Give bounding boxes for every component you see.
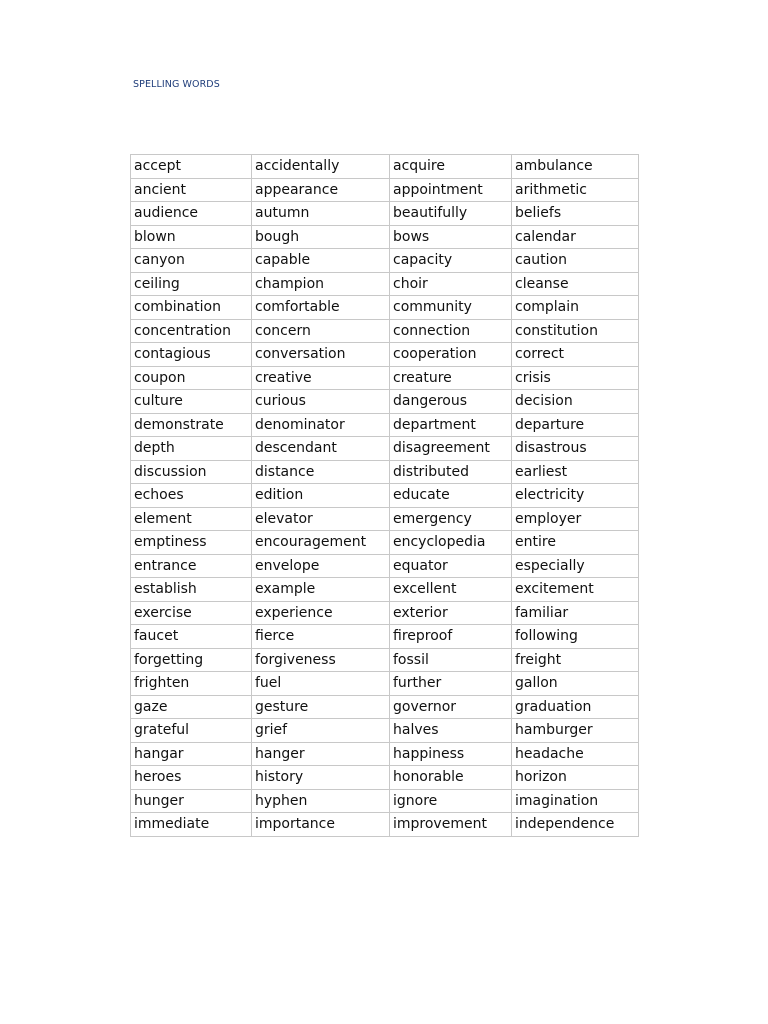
word-cell: entire bbox=[512, 531, 639, 555]
table-row bbox=[131, 507, 639, 531]
word-cell: hamburger bbox=[512, 719, 639, 743]
word-cell: gaze bbox=[131, 695, 252, 719]
word-cell: crisis bbox=[512, 366, 639, 390]
word-cell: capacity bbox=[390, 249, 512, 273]
table-row bbox=[131, 202, 639, 226]
table-row bbox=[131, 813, 639, 837]
word-cell: accept bbox=[131, 155, 252, 179]
word-cell: denominator bbox=[252, 413, 390, 437]
table-row bbox=[131, 296, 639, 320]
table-row bbox=[131, 413, 639, 437]
word-cell: hyphen bbox=[252, 789, 390, 813]
word-cell: history bbox=[252, 766, 390, 790]
word-cell: fossil bbox=[390, 648, 512, 672]
word-cell: concern bbox=[252, 319, 390, 343]
table-row bbox=[131, 648, 639, 672]
word-cell: echoes bbox=[131, 484, 252, 508]
word-cell: contagious bbox=[131, 343, 252, 367]
word-cell: distance bbox=[252, 460, 390, 484]
word-cell: elevator bbox=[252, 507, 390, 531]
word-cell: demonstrate bbox=[131, 413, 252, 437]
word-cell: capable bbox=[252, 249, 390, 273]
word-cell: exterior bbox=[390, 601, 512, 625]
word-cell: descendant bbox=[252, 437, 390, 461]
word-cell: concentration bbox=[131, 319, 252, 343]
word-cell: connection bbox=[390, 319, 512, 343]
word-cell: distributed bbox=[390, 460, 512, 484]
table-row bbox=[131, 578, 639, 602]
word-cell: envelope bbox=[252, 554, 390, 578]
table-row bbox=[131, 437, 639, 461]
word-cell: grief bbox=[252, 719, 390, 743]
word-cell: bough bbox=[252, 225, 390, 249]
word-cell: community bbox=[390, 296, 512, 320]
table-body bbox=[131, 155, 639, 837]
table-row bbox=[131, 695, 639, 719]
table-row bbox=[131, 766, 639, 790]
word-cell: excitement bbox=[512, 578, 639, 602]
word-cell: decision bbox=[512, 390, 639, 414]
table-row bbox=[131, 343, 639, 367]
word-cell: importance bbox=[252, 813, 390, 837]
word-cell: example bbox=[252, 578, 390, 602]
word-cell: cleanse bbox=[512, 272, 639, 296]
word-cell: bows bbox=[390, 225, 512, 249]
word-cell: dangerous bbox=[390, 390, 512, 414]
word-cell: beliefs bbox=[512, 202, 639, 226]
table-row bbox=[131, 178, 639, 202]
word-cell: independence bbox=[512, 813, 639, 837]
word-cell: creature bbox=[390, 366, 512, 390]
table-row bbox=[131, 484, 639, 508]
word-cell: governor bbox=[390, 695, 512, 719]
word-cell: frighten bbox=[131, 672, 252, 696]
table-row bbox=[131, 366, 639, 390]
document-title: SPELLING WORDS bbox=[133, 79, 220, 90]
word-cell: halves bbox=[390, 719, 512, 743]
table-row bbox=[131, 460, 639, 484]
word-cell: beautifully bbox=[390, 202, 512, 226]
word-cell: departure bbox=[512, 413, 639, 437]
table-row bbox=[131, 249, 639, 273]
word-cell: fierce bbox=[252, 625, 390, 649]
word-cell: comfortable bbox=[252, 296, 390, 320]
table-row bbox=[131, 155, 639, 179]
word-cell: ceiling bbox=[131, 272, 252, 296]
word-cell: correct bbox=[512, 343, 639, 367]
word-cell: graduation bbox=[512, 695, 639, 719]
table-row bbox=[131, 390, 639, 414]
word-cell: entrance bbox=[131, 554, 252, 578]
word-cell: accidentally bbox=[252, 155, 390, 179]
word-cell: curious bbox=[252, 390, 390, 414]
word-cell: equator bbox=[390, 554, 512, 578]
word-cell: familiar bbox=[512, 601, 639, 625]
word-cell: constitution bbox=[512, 319, 639, 343]
table-row bbox=[131, 601, 639, 625]
word-cell: gallon bbox=[512, 672, 639, 696]
word-cell: canyon bbox=[131, 249, 252, 273]
word-cell: autumn bbox=[252, 202, 390, 226]
word-cell: coupon bbox=[131, 366, 252, 390]
word-cell: especially bbox=[512, 554, 639, 578]
word-cell: ambulance bbox=[512, 155, 639, 179]
spelling-words-table bbox=[130, 154, 639, 837]
word-cell: establish bbox=[131, 578, 252, 602]
word-cell: following bbox=[512, 625, 639, 649]
word-cell: complain bbox=[512, 296, 639, 320]
word-cell: immediate bbox=[131, 813, 252, 837]
word-cell: faucet bbox=[131, 625, 252, 649]
word-cell: element bbox=[131, 507, 252, 531]
table-row bbox=[131, 319, 639, 343]
word-cell: appearance bbox=[252, 178, 390, 202]
word-cell: ignore bbox=[390, 789, 512, 813]
word-cell: culture bbox=[131, 390, 252, 414]
table-row bbox=[131, 272, 639, 296]
word-cell: happiness bbox=[390, 742, 512, 766]
word-cell: caution bbox=[512, 249, 639, 273]
table-row bbox=[131, 672, 639, 696]
word-cell: forgiveness bbox=[252, 648, 390, 672]
word-cell: exercise bbox=[131, 601, 252, 625]
word-cell: gesture bbox=[252, 695, 390, 719]
word-cell: excellent bbox=[390, 578, 512, 602]
word-cell: department bbox=[390, 413, 512, 437]
table-row bbox=[131, 225, 639, 249]
word-cell: combination bbox=[131, 296, 252, 320]
word-cell: further bbox=[390, 672, 512, 696]
word-cell: hunger bbox=[131, 789, 252, 813]
word-cell: calendar bbox=[512, 225, 639, 249]
word-cell: acquire bbox=[390, 155, 512, 179]
word-cell: arithmetic bbox=[512, 178, 639, 202]
word-cell: appointment bbox=[390, 178, 512, 202]
word-cell: experience bbox=[252, 601, 390, 625]
word-cell: blown bbox=[131, 225, 252, 249]
word-cell: fireproof bbox=[390, 625, 512, 649]
word-cell: employer bbox=[512, 507, 639, 531]
table-row bbox=[131, 719, 639, 743]
table-row bbox=[131, 789, 639, 813]
word-cell: ancient bbox=[131, 178, 252, 202]
word-cell: choir bbox=[390, 272, 512, 296]
word-cell: emergency bbox=[390, 507, 512, 531]
word-cell: electricity bbox=[512, 484, 639, 508]
word-cell: hangar bbox=[131, 742, 252, 766]
word-cell: disagreement bbox=[390, 437, 512, 461]
word-cell: fuel bbox=[252, 672, 390, 696]
table-row bbox=[131, 625, 639, 649]
word-cell: depth bbox=[131, 437, 252, 461]
word-cell: freight bbox=[512, 648, 639, 672]
word-cell: headache bbox=[512, 742, 639, 766]
word-cell: discussion bbox=[131, 460, 252, 484]
word-cell: encyclopedia bbox=[390, 531, 512, 555]
word-cell: honorable bbox=[390, 766, 512, 790]
table-row bbox=[131, 742, 639, 766]
word-cell: earliest bbox=[512, 460, 639, 484]
word-cell: emptiness bbox=[131, 531, 252, 555]
word-cell: grateful bbox=[131, 719, 252, 743]
word-cell: heroes bbox=[131, 766, 252, 790]
word-cell: conversation bbox=[252, 343, 390, 367]
table-row bbox=[131, 554, 639, 578]
word-cell: educate bbox=[390, 484, 512, 508]
word-cell: audience bbox=[131, 202, 252, 226]
word-cell: champion bbox=[252, 272, 390, 296]
word-cell: creative bbox=[252, 366, 390, 390]
word-cell: hanger bbox=[252, 742, 390, 766]
word-cell: forgetting bbox=[131, 648, 252, 672]
word-cell: imagination bbox=[512, 789, 639, 813]
word-cell: improvement bbox=[390, 813, 512, 837]
word-cell: cooperation bbox=[390, 343, 512, 367]
word-cell: encouragement bbox=[252, 531, 390, 555]
table-row bbox=[131, 531, 639, 555]
word-cell: horizon bbox=[512, 766, 639, 790]
word-cell: edition bbox=[252, 484, 390, 508]
word-cell: disastrous bbox=[512, 437, 639, 461]
